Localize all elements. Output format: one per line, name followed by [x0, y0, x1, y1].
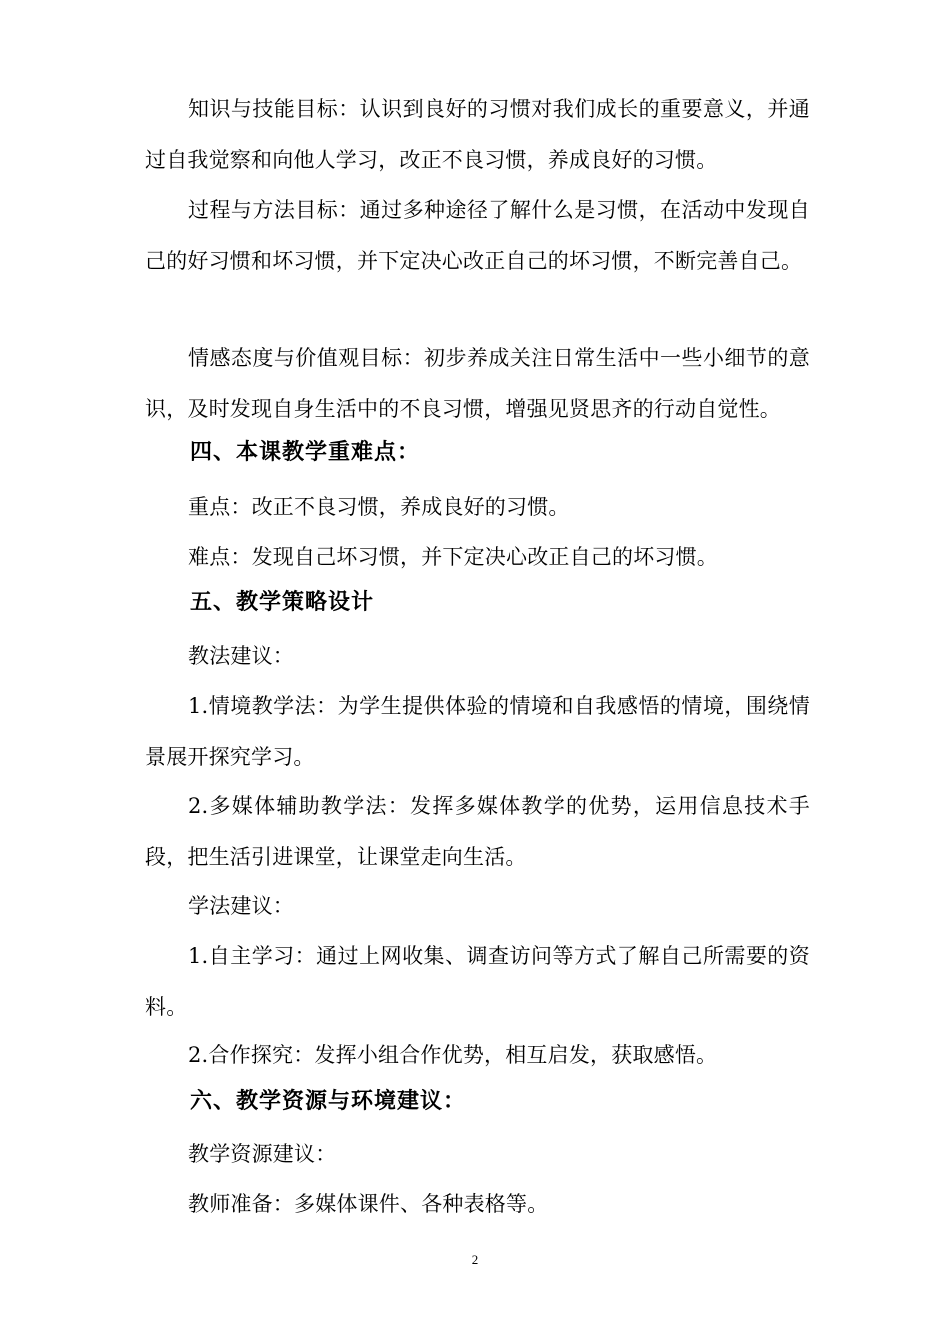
page-number: 2 — [471, 1252, 479, 1267]
section-6-heading: 六、教学资源与环境建议： — [190, 1089, 467, 1114]
learning-method-1: 1.自主学习：通过上网收集、调查访问等方式了解自己所需要的资料。 — [145, 944, 810, 1019]
section-5-heading: 五、教学策略设计 — [190, 590, 375, 615]
resource-label: 教学资源建议： — [188, 1142, 337, 1166]
emotion-goal-paragraph: 情感态度与价值观目标：初步养成关注日常生活中一些小细节的意识，及时发现自身生活中的不良习惯，增强见贤思齐的行动自觉性。 — [145, 346, 810, 421]
difficulty-paragraph: 难点：发现自己坏习惯，并下定决心改正自己的坏习惯。 — [188, 545, 718, 569]
knowledge-goal-paragraph: 知识与技能目标：认识到良好的习惯对我们成长的重要意义，并通过自我觉察和向他人学习，改正不良习惯，养成良好的习惯。 — [145, 97, 810, 172]
teaching-method-2: 2.多媒体辅助教学法：发挥多媒体教学的优势，运用信息技术手段，把生活引进课堂，让课堂走向生活。 — [145, 794, 810, 869]
learning-method-label: 学法建议： — [188, 894, 294, 918]
learning-method-2: 2.合作探究：发挥小组合作优势，相互启发，获取感悟。 — [188, 1043, 718, 1067]
teacher-prep-paragraph: 教师准备：多媒体课件、各种表格等。 — [188, 1192, 549, 1216]
process-goal-paragraph: 过程与方法目标：通过多种途径了解什么是习惯，在活动中发现自己的好习惯和坏习惯，并下定决心改正自己的坏习惯，不断完善自己。 — [145, 198, 810, 273]
section-4-heading: 四、本课教学重难点： — [190, 440, 421, 465]
teaching-method-label: 教法建议： — [188, 644, 294, 668]
teaching-method-1: 1.情境教学法：为学生提供体验的情境和自我感悟的情境，围绕情景展开探究学习。 — [145, 694, 810, 769]
key-point-paragraph: 重点：改正不良习惯，养成良好的习惯。 — [188, 495, 570, 519]
